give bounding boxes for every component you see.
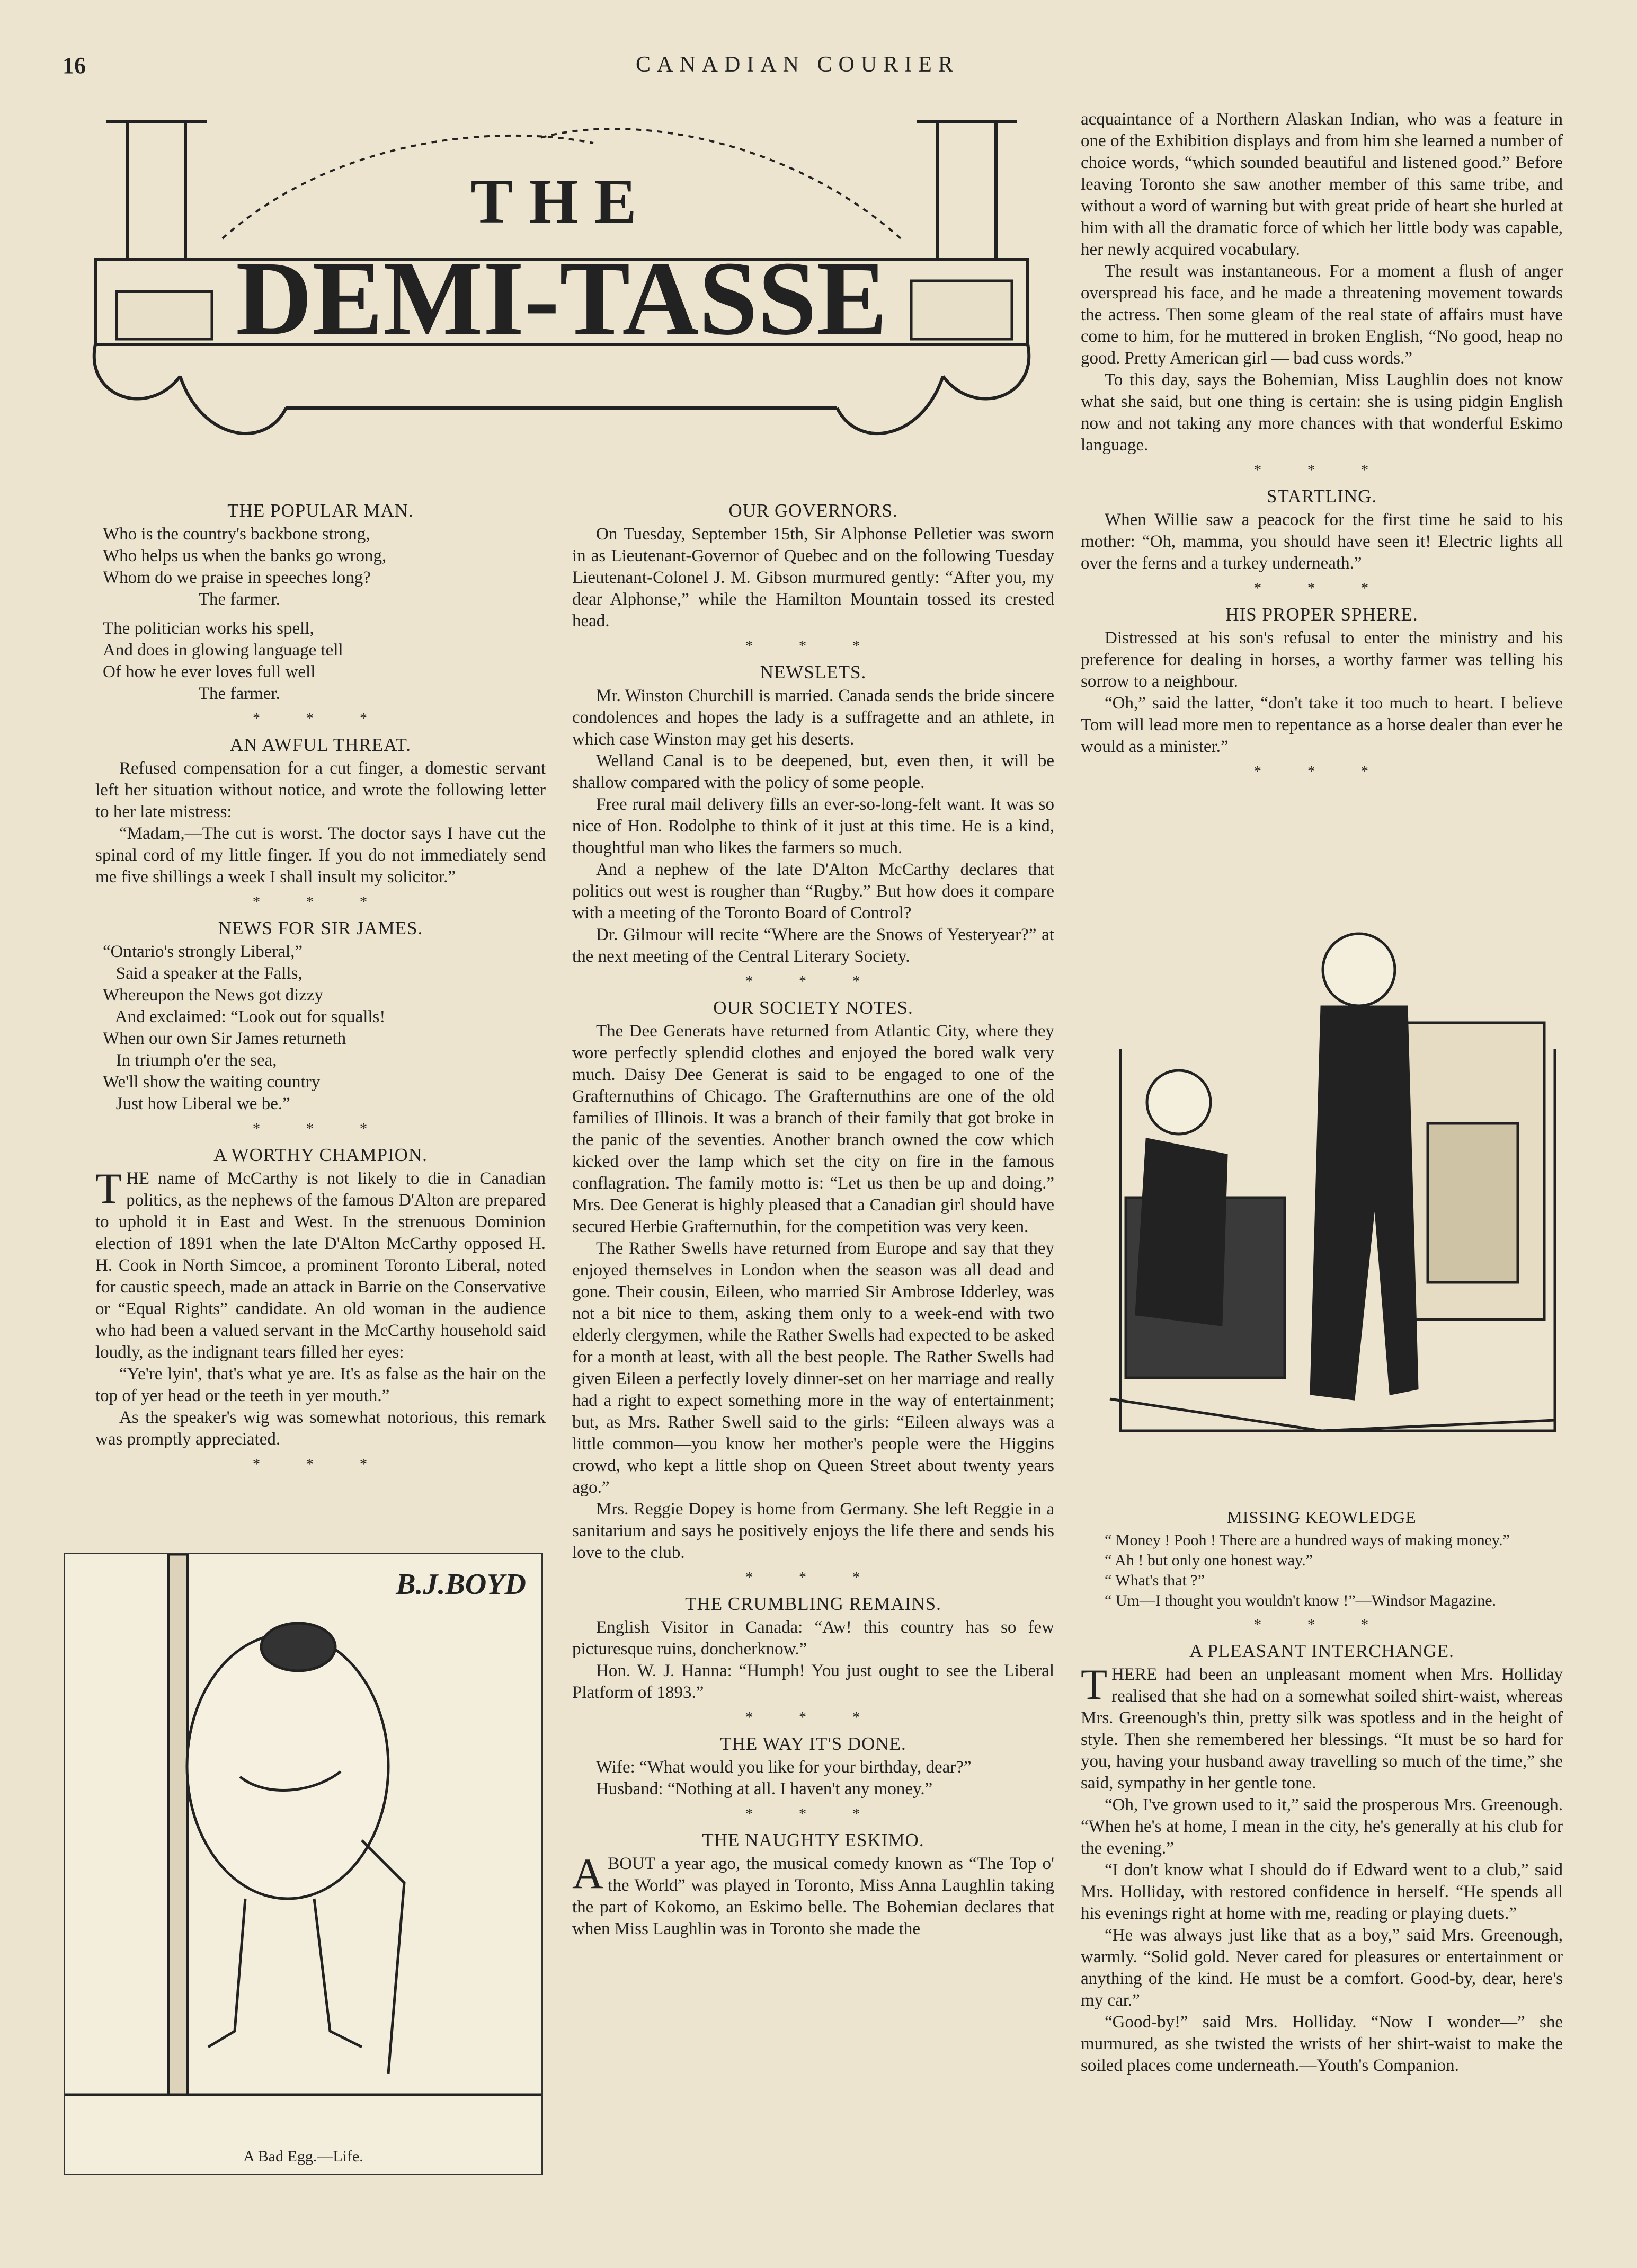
eskimo-cont-p2: The result was instantaneous. For a moment a flush of anger overspread his face, and he made a threatening movement towards the actress. Then some gleam of the real state of affairs must have come to him, for he muttered in broken English, “No good, heap no good. Pretty American girl — bad cuss words.” xyxy=(1081,262,1563,368)
demi-tasse-banner xyxy=(64,79,1060,482)
interchange-title: A PLEASANT INTERCHANGE. xyxy=(1189,1641,1454,1661)
newslets-p3: Free rural mail delivery fills an ever-so-long-felt want. It was so nice of Hon. Rodolphe to think of it just at this time. He is a kind, thoughtful man who likes the farmers so much. xyxy=(572,795,1054,857)
section-divider: * * * xyxy=(745,973,881,990)
section-divider: * * * xyxy=(1254,580,1390,597)
way-done-title: THE WAY IT'S DONE. xyxy=(720,1733,906,1754)
bad-egg-illustration xyxy=(65,1554,541,2127)
news-sir-james-title: NEWS FOR SIR JAMES. xyxy=(218,918,423,938)
society-p3: Mrs. Reggie Dopey is home from Germany. She left Reggie in a sanitarium and says he positively enjoys the life there and sends his love to the club. xyxy=(572,1500,1054,1562)
newslets-p4: And a nephew of the late D'Alton McCarthy declares that politics out west is rougher than “Rugby.” But how does it compare with a meeting of the Toronto Board of Control? xyxy=(572,860,1054,923)
section-divider: * * * xyxy=(253,1456,388,1473)
awful-threat-p2: “Madam,—The cut is worst. The doctor says I have cut the spinal cord of my little finger. If you do not immediately send me five shillings a week I shall insult my solicitor.” xyxy=(95,824,546,887)
newslets-p5: Dr. Gilmour will recite “Where are the Snows of Yesteryear?” at the next meeting of the Central Literary Society. xyxy=(572,925,1054,966)
popular-man-title: THE POPULAR MAN. xyxy=(227,500,414,521)
section-divider: * * * xyxy=(745,1806,881,1822)
way-done-p2: Husband: “Nothing at all. I haven't any money.” xyxy=(596,1779,933,1799)
missing-line-1: “ Money ! Pooh ! There are a hundred ways of making money.” xyxy=(1105,1531,1510,1549)
eskimo-p1: ABOUT a year ago, the musical comedy known as “The Top o' the World” was played in Toronto, Miss Anna Laughlin taking the part of Kokomo, an Eskimo belle. The Bohemian declares that when Miss Laughlin was in Toronto she made the xyxy=(572,1849,1054,1938)
page-number: 16 xyxy=(63,52,86,78)
crumbling-p1: English Visitor in Canada: “Aw! this country has so few picturesque ruins, doncherknow.” xyxy=(572,1618,1054,1659)
interchange-p3: “I don't know what I should do if Edward went to a club,” said Mrs. Holliday, with restored confidence in herself. “He spends all his evenings right at home with me, reading or playing duets.” xyxy=(1081,1861,1563,1923)
missing-line-2: “ Ah ! but only one honest way.” xyxy=(1105,1552,1313,1569)
interchange-p4: “He was always just like that as a boy,” said Mrs. Greenough, warmly. “Solid gold. Never cared for pleasures or entertainment or anything of the kind. He must be a comfort. Good-by, dear, here's my car.” xyxy=(1081,1926,1563,2010)
masthead: CANADIAN COURIER xyxy=(636,52,959,77)
society-title: OUR SOCIETY NOTES. xyxy=(713,997,913,1018)
missing-line-4: “ Um—I thought you wouldn't know !”—Windsor Magazine. xyxy=(1105,1592,1497,1609)
worthy-champion-p3: As the speaker's wig was somewhat notorious, this remark was promptly appreciated. xyxy=(95,1408,546,1449)
interchange-p2: “Oh, I've grown used to it,” said the prosperous Mrs. Greenough. “When he's at home, I mean in the city, he's generally at his club for the evening.” xyxy=(1081,1795,1563,1858)
proper-sphere-p2: “Oh,” said the latter, “don't take it too much to heart. I believe Tom will lead more men to repentance as a horse dealer than ever he would as a minister.” xyxy=(1081,694,1563,756)
interchange-p5: “Good-by!” said Mrs. Holliday. “Now I wonder—” she murmured, as she twisted the wrists of her shirt-waist to make the soiled places come underneath.—Youth's Companion. xyxy=(1081,2013,1563,2075)
section-divider: * * * xyxy=(1254,1617,1390,1633)
banner-title: DEMI-TASSE xyxy=(236,240,887,357)
popular-man-stanza-1: Who is the country's backbone strong, Who helps us when the banks go wrong, Whom do we praise in speeches long? The farmer. xyxy=(103,525,387,609)
section-divider: * * * xyxy=(253,711,388,727)
society-p2: The Rather Swells have returned from Europe and say that they enjoyed themselves in London when the season was all dead and gone. Their cousin, Eileen, who married Sir Ambrose Idderley, was not a bit nice to them, asking them only to a week-end with two elderly clergymen, while the Rather Swells had expected to be asked for a month at least, with all the best people. The Rather Swells had given Eileen a perfectly lovely dinner-set on her marriage and really had a right to expect something more in the way of entertainment; but, as Mrs. Rather Swell said to the girls: “Eileen always was a little common—you know her mother's people were the Higgins crowd, who kept a little shop on Queen Street about twenty years ago.” xyxy=(572,1239,1054,1497)
section-divider: * * * xyxy=(745,638,881,654)
drop-cap: T xyxy=(1081,1660,1108,1708)
startling-title: STARTLING. xyxy=(1266,486,1377,507)
news-sir-james-poem: “Ontario's strongly Liberal,” Said a speaker at the Falls, Whereupon the News got dizzy And exclaimed: “Look out for squalls! When our own Sir James returneth In triumph o'er the sea, We'll show the waiting country Just how Liberal we be.” xyxy=(103,942,386,1113)
worthy-champion-title: A WORTHY CHAMPION. xyxy=(213,1145,428,1165)
crumbling-title: THE CRUMBLING REMAINS. xyxy=(685,1593,941,1614)
newslets-p2: Welland Canal is to be deepened, but, even then, it will be shallow compared with the policy of some people. xyxy=(572,751,1054,792)
society-p1: The Dee Generats have returned from Atlantic City, where they wore perfectly splendid clothes and enjoyed the bored walk very much. Daisy Dee Generat is said to be engaged to one of the Grafternuthins of Chicago. The Grafternuthins are one of the old families of Illinois. It was a branch of their family that got broke in the panic of the seventies. Another branch owned the cow which kicked over the lamp which set the city on fire in the famous conflagration. The family motto is: “Let us then be up and doing.” Mrs. Dee Generat is highly pleased that a Canadian girl should have secured Herbie Grafternuthin, for the competition was very keen. xyxy=(572,1022,1054,1236)
eskimo-cont-p3: To this day, says the Bohemian, Miss Laughlin does not know what she said, but one thing is certain: she is using pidgin English now and not taking any more chances with that wonderful Eskimo language. xyxy=(1081,370,1563,455)
column-1 xyxy=(95,495,546,1478)
proper-sphere-title: HIS PROPER SPHERE. xyxy=(1225,604,1418,625)
missing-title: MISSING KEOWLEDGE xyxy=(1227,1508,1417,1527)
interchange-p1: THERE had been an unpleasant moment when Mrs. Holliday realised that she had on a somewhat soiled shirt-waist, whereas Mrs. Greenough's thin, pretty silk was spotless and in the height of style. Then she remembered her blessings. “It must be so hard for you, having your husband away travelling so much of the time,” she said, sympathy in her gentle tone. xyxy=(1081,1660,1563,1793)
bad-egg-caption: A Bad Egg.—Life. xyxy=(243,2148,363,2165)
gentlemen-fireplace-illustration xyxy=(1078,901,1573,1484)
section-divider: * * * xyxy=(1254,764,1390,780)
section-divider: * * * xyxy=(745,1570,881,1586)
awful-threat-title: AN AWFUL THREAT. xyxy=(229,734,412,755)
column-3-lower xyxy=(1081,1502,1563,2077)
section-divider: * * * xyxy=(253,1121,388,1137)
column-3 xyxy=(1081,109,1563,786)
crumbling-p2: Hon. W. J. Hanna: “Humph! You just ought to see the Liberal Platform of 1893.” xyxy=(572,1661,1054,1702)
governors-p1: On Tuesday, September 15th, Sir Alphonse Pelletier was sworn in as Lieutenant-Governor of Quebec and on the following Tuesday Lieutenant-Colonel J. M. Gibson murmured gently: “After you, my dear Alphonse,” while the Hamilton Mountain tossed its crested head. xyxy=(572,525,1054,631)
drop-cap: T xyxy=(95,1164,122,1212)
drop-cap: A xyxy=(572,1849,604,1898)
startling-p1: When Willie saw a peacock for the first time he said to his mother: “Oh, mamma, you should have seen it! Electric lights all over the ferns and a turkey underneath.” xyxy=(1081,510,1563,573)
section-divider: * * * xyxy=(1254,462,1390,479)
worthy-champion-p2: “Ye're lyin', that's what ye are. It's as false as the hair on the top of yer head or the teeth in yer mouth.” xyxy=(95,1365,546,1405)
way-done-p1: Wife: “What would you like for your birthday, dear?” xyxy=(596,1758,972,1777)
banner-the: THE xyxy=(470,166,653,236)
bad-egg-cartoon xyxy=(64,1553,543,2175)
eskimo-cont-p1: acquaintance of a Northern Alaskan Indian, who was a feature in one of the Exhibition displays and from him she learned a number of choice words, “which sounded beautiful and listened good.” Before leaving Toronto she saw another member of this same tribe, and without a word of warning but with great pride of heart she hurled at him with all the dramatic force of which her little body was capable, her newly acquired vocabulary. xyxy=(1081,110,1563,259)
worthy-champion-p1: THE name of McCarthy is not likely to die in Canadian politics, as the nephews of the famous D'Alton are prepared to uphold it in East and West. In the strenuous Dominion election of 1891 when the late D'Alton McCarthy opposed H. H. Cook in North Simcoe, a prominent Toronto Liberal, noted for caustic speech, made an attack in Barrie on the Conservative or “Equal Rights” candidate. An old woman in the audience who had been a valued servant in the McCarthy household said loudly, as the indignant tears filled her eyes: xyxy=(95,1164,546,1362)
awful-threat-p1: Refused compensation for a cut finger, a domestic servant left her situation without notice, and wrote the following letter to her late mistress: xyxy=(95,759,546,821)
section-divider: * * * xyxy=(253,894,388,910)
popular-man-stanza-2: The politician works his spell, And does in glowing language tell Of how he ever loves full well The farmer. xyxy=(103,619,343,703)
newslets-title: NEWSLETS. xyxy=(760,662,867,683)
newslets-p1: Mr. Winston Churchill is married. Canada sends the bride sincere condolences and hopes the lady is a suffragette and an athlete, in which case Winston may get his deserts. xyxy=(572,686,1054,749)
section-divider: * * * xyxy=(745,1709,881,1726)
missing-line-3: “ What's that ?” xyxy=(1105,1572,1205,1589)
governors-title: OUR GOVERNORS. xyxy=(728,500,898,521)
cartoonist-signature: B.J.BOYD xyxy=(396,1568,526,1601)
eskimo-title: THE NAUGHTY ESKIMO. xyxy=(702,1830,924,1850)
column-2 xyxy=(572,495,1054,1940)
proper-sphere-p1: Distressed at his son's refusal to enter the ministry and his preference for dealing in horses, a worthy farmer was telling his sorrow to a neighbour. xyxy=(1081,628,1563,691)
